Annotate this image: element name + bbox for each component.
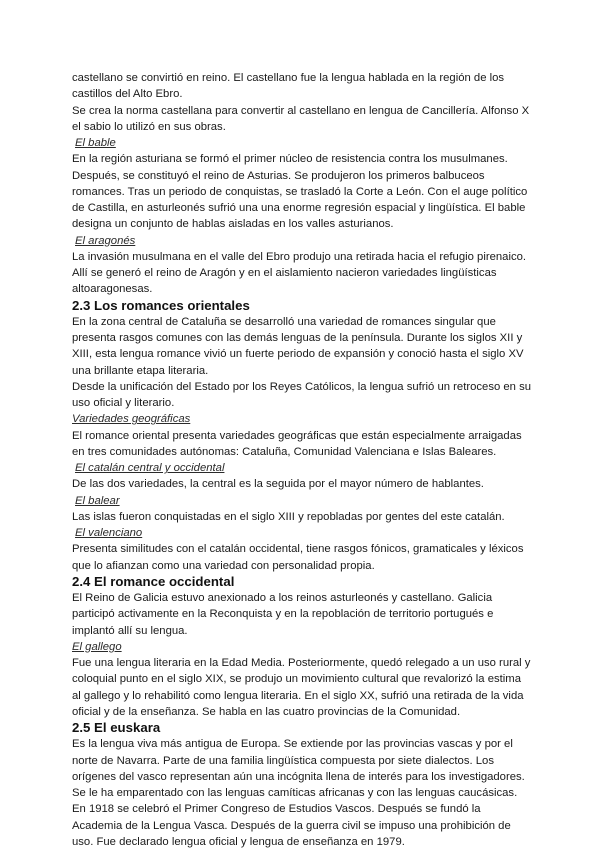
heading-romances-orientales: 2.3 Los romances orientales [72, 297, 250, 313]
paragraph-balear: Las islas fueron conquistadas en el siglo XIII y repobladas por gentes del este catalán. [72, 510, 505, 523]
paragraph-cataluna: En la zona central de Cataluña se desarrolló una variedad de romances singular que presenta rasgos comunes con las demás lenguas de la península. Durante los siglos XII y XIII, esta lengua romance vivió un fuerte periodo de expansión y conoció hasta el siglo XV una brillante etapa literaria. [72, 315, 524, 377]
subheading-el-valenciano: El valenciano [75, 527, 143, 539]
subheading-el-aragones: El aragonés [75, 234, 136, 247]
subheading-el-balear: El balear [75, 494, 120, 507]
heading-euskara: 2.5 El euskara [72, 720, 161, 735]
document-page [72, 70, 532, 850]
paragraph-bable: En la región asturiana se formó el primer núcleo de resistencia contra los musulmanes. Después, se constituyó el reino de Asturias. Se produjeron los primeros balbuceos romances. Tras un periodo de conquistas, se trasladó la Corte a León. Con el auge político de Castilla, en asturleonés sufrió una una enorme regresión espacial y lingüística. El bable designa un conjunto de hablas aisladas en los valles asturianos. [72, 153, 528, 231]
subheading-catalan-central: El catalán central y occidental [75, 462, 225, 474]
paragraph-unificacion: Desde la unificación del Estado por los Reyes Católicos, la lengua sufrió un retroceso en su uso oficial y literario. [72, 380, 532, 409]
subheading-variedades-geograficas: Variedades geográficas [72, 413, 191, 426]
paragraph-aragones: La invasión musulmana en el valle del Ebro produjo una retirada hacia el refugio pirenaico. Allí se generó el reino de Aragón y en el aislamiento nacieron variedades lingüísticas altoaragonesas. [72, 250, 527, 296]
paragraph-castellano-reino: castellano se convirtió en reino. El castellano fue la lengua hablada en la región de los castillos del Alto Ebro. [72, 72, 505, 101]
paragraph-norma-castellana: Se crea la norma castellana para convertir al castellano en lengua de Cancillería. Alfonso X el sabio lo utilizó en sus obras. [72, 104, 530, 133]
paragraph-valenciano: Presenta similitudes con el catalán occidental, tiene rasgos fónicos, gramaticales y léxicos que lo afianzan como una variedad con personalidad propia. [72, 543, 524, 572]
subheading-el-bable: El bable [75, 137, 116, 149]
heading-romance-occidental: 2.4 El romance occidental [72, 573, 235, 589]
paragraph-gallego: Fue una lengua literaria en la Edad Media. Posteriormente, quedó relegado a un uso rural y coloquial punto en el siglo XIX, se produjo un movimiento cultural que revalorizó la estima al gallego y lo rehabilitó como lengua literaria. En el siglo XX, sufrió una retirada de la vida oficial y de la enseñanza. Se habla en las cuatro provincias de la Comunidad. [72, 657, 531, 718]
paragraph-galicia: El Reino de Galicia estuvo anexionado a los reinos asturleonés y castellano. Galicia participó activamente en la Reconquista y en la repoblación de territorio portugués e implantó allí su lengua. [72, 592, 494, 637]
paragraph-variedades: El romance oriental presenta variedades geográficas que están especialmente arraigadas en tres comunidades autónomas: Cataluña, Comunidad Valenciana e Islas Baleares. [72, 429, 522, 458]
paragraph-catalan-central: De las dos variedades, la central es la seguida por el mayor número de hablantes. [72, 478, 484, 491]
subheading-el-gallego: El gallego [72, 640, 122, 653]
paragraph-euskara: Es la lengua viva más antigua de Europa. Se extiende por las provincias vascas y por el norte de Navarra. Parte de una familia lingüística compuesta por siete dialectos. Los orígenes del vasco representan aún una incógnita llena de interés para los investigadores. Se le ha emparentado con las lenguas camíticas africanas y con las lenguas caucásicas. En 1918 se celebró el Primer Congreso de Estudios Vascos. Después se fundó la Academia de la Lengua Vasca. Después de la guerra civil se impuso una prohibición de uso. Fue declarado lengua oficial y lengua de enseñanza en 1979. [72, 738, 525, 848]
